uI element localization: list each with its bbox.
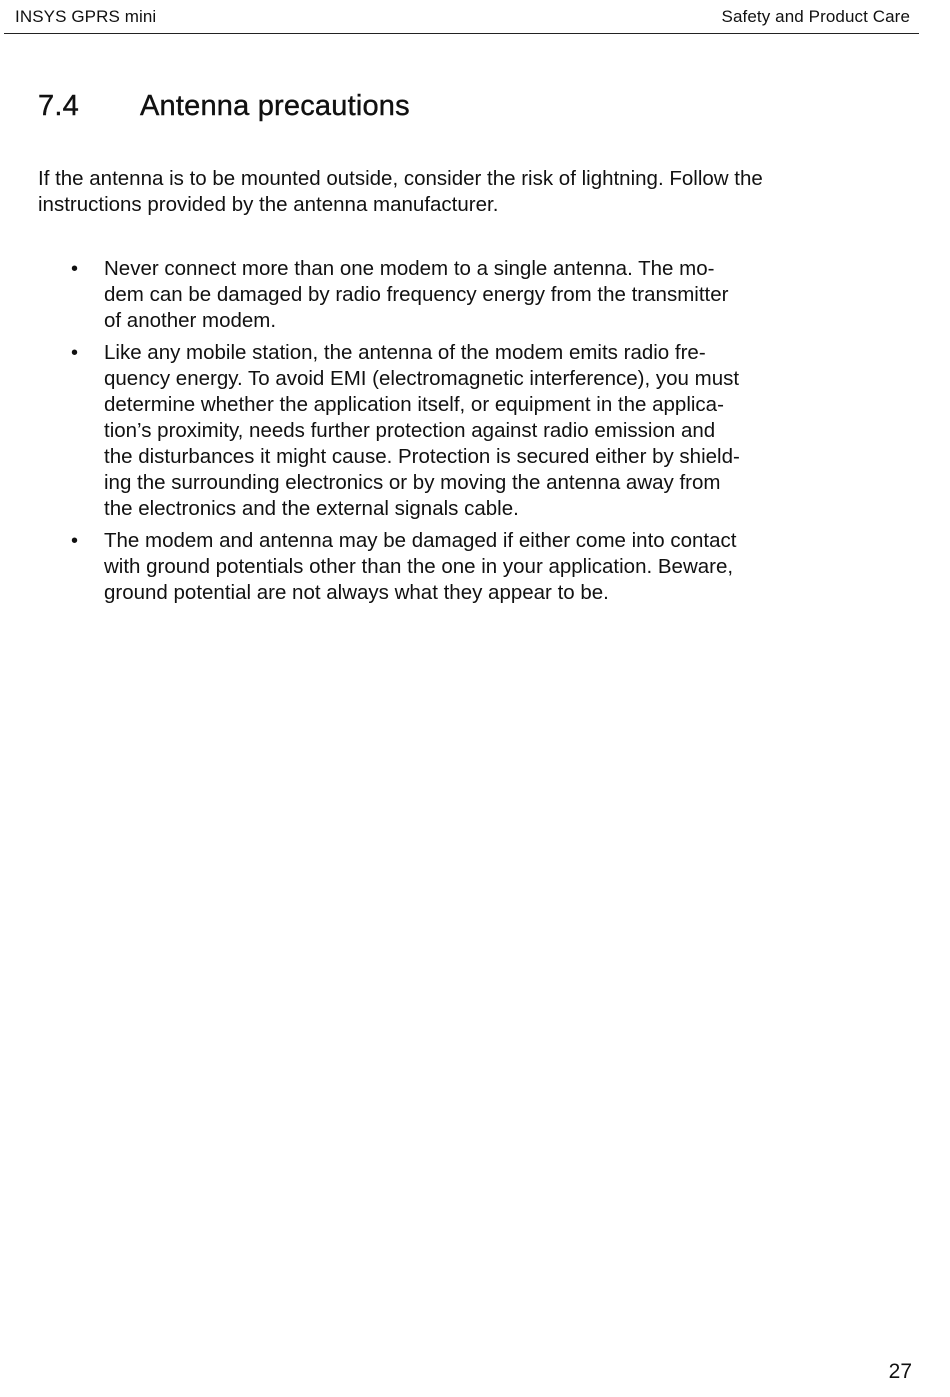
list-item-line: ground potential are not always what they appear to be. (104, 581, 609, 604)
list-item-line: tion’s proximity, needs further protection against radio emission and (104, 419, 716, 442)
list-item-line: ing the surrounding electronics or by moving the antenna away from (104, 471, 721, 494)
list-item-line: of another modem. (104, 309, 277, 332)
list-item-line: with ground potentials other than the one in your application. Beware, (104, 555, 734, 578)
precautions-list (38, 256, 828, 612)
bullet-icon: • (71, 258, 79, 280)
list-item (38, 256, 828, 334)
section-title: Antenna precautions (140, 90, 410, 122)
header-document-title: INSYS GPRS mini (15, 7, 157, 26)
page-number: 27 (888, 1360, 912, 1383)
page-header (4, 0, 919, 34)
list-item-line: Like any mobile station, the antenna of the modem emits radio fre- (104, 341, 706, 364)
list-item (38, 340, 828, 522)
section-heading (38, 90, 410, 123)
list-item-line: determine whether the application itself, or equipment in the applica- (104, 393, 724, 416)
list-item-line: the disturbances it might cause. Protection is secured either by shield- (104, 445, 740, 468)
list-item-line: dem can be damaged by radio frequency energy from the transmitter (104, 283, 729, 306)
list-item-line: Never connect more than one modem to a single antenna. The mo- (104, 257, 715, 280)
bullet-icon: • (71, 342, 79, 364)
header-chapter-title: Safety and Product Care (721, 7, 910, 26)
intro-paragraph: If the antenna is to be mounted outside, consider the risk of lightning. Follow the instructions provided by the antenna manufacturer. (38, 167, 763, 216)
bullet-icon: • (71, 530, 79, 552)
list-item-line: quency energy. To avoid EMI (electromagnetic interference), you must (104, 367, 740, 390)
section-number: 7.4 (38, 90, 79, 122)
list-item (38, 528, 828, 606)
list-item-line: The modem and antenna may be damaged if either come into contact (104, 529, 737, 552)
list-item-line: the electronics and the external signals cable. (104, 497, 519, 520)
